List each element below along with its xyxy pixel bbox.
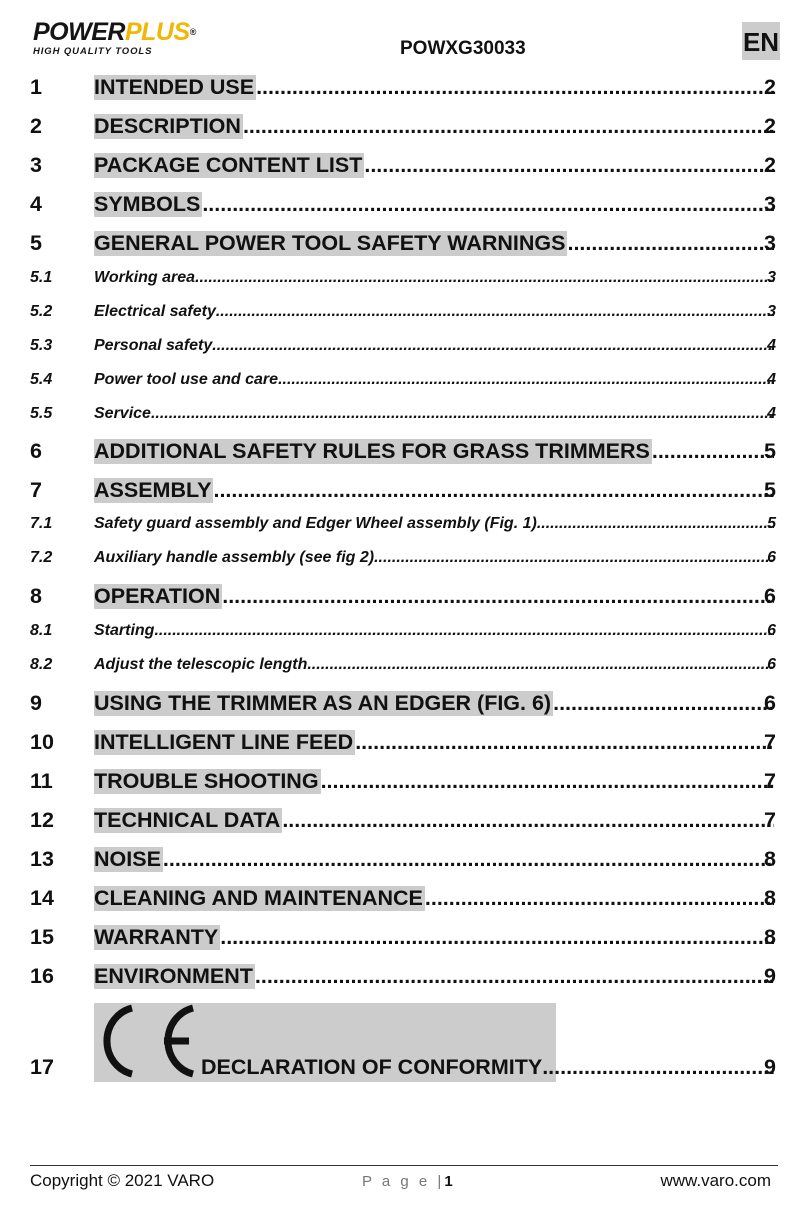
toc-title: ADDITIONAL SAFETY RULES FOR GRASS TRIMMERS	[94, 439, 650, 463]
leader-dots	[321, 769, 774, 794]
toc-number: 7.1	[30, 515, 53, 532]
toc-number: 4	[30, 192, 42, 216]
toc-title: CLEANING AND MAINTENANCE	[94, 886, 423, 910]
leader-dots	[542, 1055, 774, 1080]
toc-number: 14	[30, 886, 54, 910]
toc-entry[interactable]	[0, 962, 808, 992]
toc-title-wrap	[94, 886, 774, 911]
toc-page: 2	[764, 153, 776, 177]
toc-number: 13	[30, 847, 54, 871]
brand-tagline: HIGH QUALITY TOOLS	[33, 46, 153, 57]
leader-dots	[213, 478, 774, 503]
toc-title: NOISE	[94, 847, 161, 871]
toc-title: GENERAL POWER TOOL SAFETY WARNINGS	[94, 231, 566, 255]
toc-entry[interactable]	[0, 151, 808, 181]
toc-page: 7	[764, 808, 776, 832]
toc-title: INTELLIGENT LINE FEED	[94, 730, 354, 754]
toc-entry[interactable]	[0, 728, 808, 758]
toc-title: WARRANTY	[94, 925, 219, 949]
toc-entry[interactable]	[0, 806, 808, 836]
toc-number: 5.5	[30, 405, 53, 422]
leader-dots	[216, 303, 774, 321]
toc-entry[interactable]	[0, 301, 808, 325]
toc-entry[interactable]	[0, 267, 808, 291]
toc-title-wrap	[94, 808, 774, 833]
toc-entry[interactable]	[0, 845, 808, 875]
leader-dots	[355, 730, 774, 755]
leader-dots	[374, 549, 774, 567]
toc-entry[interactable]	[0, 689, 808, 719]
leader-dots	[537, 515, 774, 533]
leader-dots	[154, 622, 774, 640]
toc-number: 10	[30, 730, 54, 754]
page-number: 1	[444, 1173, 453, 1190]
toc-entry[interactable]	[0, 513, 808, 537]
toc-number: 9	[30, 691, 42, 715]
toc-entry[interactable]	[0, 654, 808, 678]
toc-page: 3	[767, 303, 776, 320]
leader-dots	[220, 925, 774, 950]
toc-title: USING THE TRIMMER AS AN EDGER (FIG. 6)	[94, 691, 552, 715]
toc-title-wrap	[94, 656, 774, 674]
toc-title: Starting	[94, 622, 155, 639]
toc-number: 2	[30, 114, 42, 138]
toc-title: INTENDED USE	[94, 75, 255, 99]
footer-copyright: Copyright © 2021 VARO	[30, 1171, 215, 1190]
toc-page: 5	[764, 439, 776, 463]
toc-number: 5.4	[30, 371, 53, 388]
toc-page-17[interactable]: 9	[764, 1055, 776, 1079]
toc-entry[interactable]	[0, 403, 808, 427]
toc-page: 8	[764, 886, 776, 910]
leader-dots	[256, 75, 774, 100]
toc-page: 2	[764, 75, 776, 99]
toc-entry[interactable]	[0, 620, 808, 644]
toc-entry[interactable]	[0, 369, 808, 393]
toc-entry[interactable]	[0, 190, 808, 220]
toc-title: Electrical safety	[94, 303, 216, 320]
toc-title-wrap	[94, 153, 774, 178]
toc-number: 16	[30, 964, 54, 988]
toc-title-wrap	[94, 769, 774, 794]
brand-plus: PLUS	[124, 18, 190, 46]
leader-dots	[202, 192, 774, 217]
toc-title: SYMBOLS	[94, 192, 201, 216]
toc-entry[interactable]	[0, 437, 808, 467]
toc-page: 3	[764, 231, 776, 255]
footer-divider	[30, 1165, 778, 1166]
toc-title-wrap	[94, 549, 774, 567]
toc-page: 3	[767, 269, 776, 286]
toc-page: 6	[767, 549, 776, 566]
toc-title-wrap	[94, 439, 774, 464]
toc-title: Auxiliary handle assembly (see fig 2)	[94, 549, 375, 566]
toc-entry[interactable]	[0, 112, 808, 142]
toc-number: 6	[30, 439, 42, 463]
toc-title-wrap	[94, 192, 774, 217]
toc-number: 5.2	[30, 303, 53, 320]
toc-number: 12	[30, 808, 54, 832]
toc-number: 3	[30, 153, 42, 177]
toc-title-wrap	[94, 269, 774, 287]
toc-title: ASSEMBLY	[94, 478, 212, 502]
model-number: POWXG30033	[400, 38, 526, 59]
toc-title-wrap	[94, 730, 774, 755]
leader-dots	[425, 886, 774, 911]
toc-title-wrap	[94, 231, 774, 256]
toc-page: 7	[764, 769, 776, 793]
footer-page-indicator	[362, 1173, 453, 1190]
toc-entry[interactable]	[0, 923, 808, 953]
toc-page: 4	[767, 371, 776, 388]
toc-number: 15	[30, 925, 54, 949]
ce-mark-icon	[94, 1000, 204, 1080]
toc-number: 11	[30, 769, 53, 793]
toc-number: 1	[30, 75, 42, 99]
toc-title-wrap	[94, 303, 774, 321]
toc-title-wrap	[94, 337, 774, 355]
toc-title-wrap	[94, 75, 774, 100]
toc-title-wrap	[94, 515, 774, 533]
toc-title-wrap	[94, 691, 774, 716]
toc-page: 3	[764, 192, 776, 216]
toc-number: 8.1	[30, 622, 53, 639]
brand-power: POWER	[33, 18, 125, 46]
toc-entry[interactable]	[0, 547, 808, 571]
leader-dots	[255, 964, 774, 989]
page-label: P a g e |	[362, 1173, 445, 1190]
toc-page: 4	[767, 405, 776, 422]
toc-entry[interactable]	[0, 582, 808, 612]
language-badge: EN	[742, 22, 780, 60]
toc-title: Adjust the telescopic length	[94, 656, 308, 673]
leader-dots	[212, 337, 774, 355]
toc-page: 8	[764, 847, 776, 871]
leader-dots	[567, 231, 774, 256]
toc-title-wrap	[94, 925, 774, 950]
toc-number: 5.1	[30, 269, 53, 286]
toc-page: 5	[764, 478, 776, 502]
toc-title-wrap	[94, 622, 774, 640]
toc-title-wrap	[94, 371, 774, 389]
leader-dots	[151, 405, 774, 423]
toc-title: Power tool use and care	[94, 371, 279, 388]
brand-logo	[33, 20, 196, 57]
toc-page: 4	[767, 337, 776, 354]
toc-entry[interactable]	[0, 335, 808, 359]
toc-title: PACKAGE CONTENT LIST	[94, 153, 363, 177]
leader-dots	[222, 584, 774, 609]
leader-dots	[278, 371, 774, 389]
toc-title: OPERATION	[94, 584, 221, 608]
toc-title-wrap	[94, 478, 774, 503]
footer-website[interactable]: www.varo.com	[660, 1171, 771, 1190]
toc-title: DESCRIPTION	[94, 114, 241, 138]
toc-title-wrap	[94, 405, 774, 423]
toc-number: 8	[30, 584, 42, 608]
toc-entry[interactable]	[0, 476, 808, 506]
toc-title-wrap	[94, 847, 774, 872]
toc-title: TECHNICAL DATA	[94, 808, 281, 832]
brand-reg: ®	[189, 27, 196, 37]
toc-title: DECLARATION OF CONFORMITY	[201, 1055, 543, 1079]
toc-page: 8	[764, 925, 776, 949]
toc-title: Service	[94, 405, 151, 422]
leader-dots	[364, 153, 774, 178]
toc-page: 2	[764, 114, 776, 138]
toc-page: 9	[764, 964, 776, 988]
toc-title: ENVIRONMENT	[94, 964, 253, 988]
toc-page: 6	[767, 656, 776, 673]
leader-dots	[652, 439, 774, 464]
leader-dots	[243, 114, 774, 139]
toc-entry[interactable]	[0, 73, 808, 103]
toc-number: 7	[30, 478, 42, 502]
toc-page: 5	[767, 515, 776, 532]
toc-number-17[interactable]: 17	[30, 1055, 54, 1079]
toc-number: 5	[30, 231, 42, 255]
leader-dots	[307, 656, 774, 674]
toc-title: Personal safety	[94, 337, 213, 354]
leader-dots	[282, 808, 774, 833]
toc-title: Safety guard assembly and Edger Wheel assembly (Fig. 1)	[94, 515, 537, 532]
toc-page: 6	[764, 584, 776, 608]
leader-dots	[553, 691, 774, 716]
toc-page: 6	[764, 691, 776, 715]
toc-page: 7	[764, 730, 776, 754]
toc-title-wrap	[94, 114, 774, 139]
toc-title: Working area	[94, 269, 196, 286]
toc-number: 8.2	[30, 656, 53, 673]
toc-title: TROUBLE SHOOTING	[94, 769, 319, 793]
toc-title-wrap	[94, 964, 774, 989]
toc-entry[interactable]	[0, 767, 808, 797]
leader-dots	[195, 269, 774, 287]
toc-entry[interactable]	[0, 229, 808, 259]
toc-number: 5.3	[30, 337, 53, 354]
leader-dots	[163, 847, 774, 872]
toc-number: 7.2	[30, 549, 53, 566]
toc-entry[interactable]	[0, 884, 808, 914]
toc-title-wrap	[94, 584, 774, 609]
toc-page: 6	[767, 622, 776, 639]
toc-link-declaration-of-conformity[interactable]	[201, 1055, 774, 1080]
